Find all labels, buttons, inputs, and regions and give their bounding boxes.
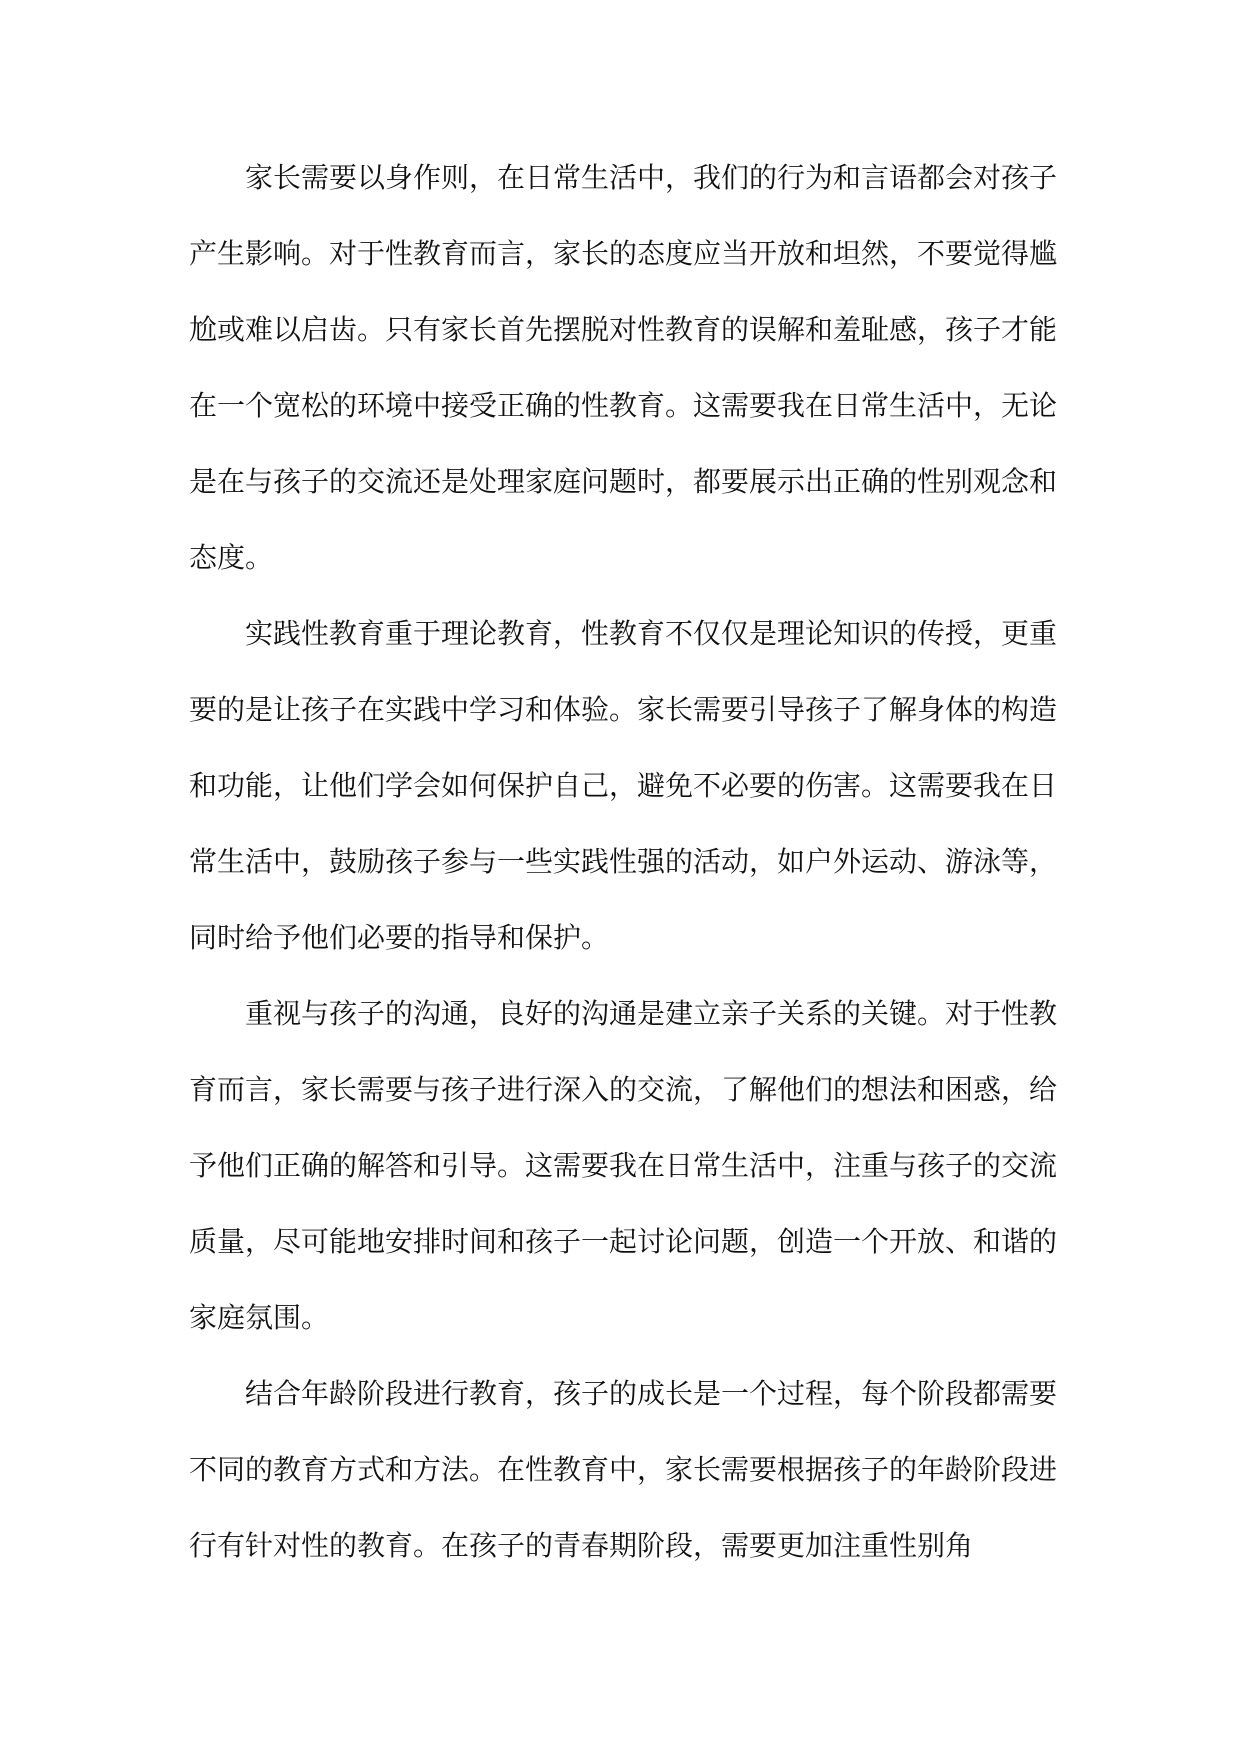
paragraph-1: 家长需要以身作则，在日常生活中，我们的行为和言语都会对孩子产生影响。对于性教育而言，家长的态度应当开放和坦然，不要觉得尴尬或难以启齿。只有家长首先摆脱对性教育的误解和羞耻感，孩子才能在一个宽松的环境中接受正确的性教育。这需要我在日常生活中，无论是在与孩子的交流还是处理家庭问题时，都要展示出正确的性别观念和态度。	[189, 161, 1058, 574]
paragraph-4: 结合年龄阶段进行教育，孩子的成长是一个过程，每个阶段都需要不同的教育方式和方法。在性教育中，家长需要根据孩子的年龄阶段进行有针对性的教育。在孩子的青春期阶段，需要更加注重性别角	[189, 1377, 1058, 1562]
paragraph-3: 重视与孩子的沟通，良好的沟通是建立亲子关系的关键。对于性教育而言，家长需要与孩子进行深入的交流，了解他们的想法和困惑，给予他们正确的解答和引导。这需要我在日常生活中，注重与孩子的交流质量，尽可能地安排时间和孩子一起讨论问题，创造一个开放、和谐的家庭氛围。	[189, 997, 1058, 1334]
document-body	[189, 140, 1057, 1584]
paragraph-2: 实践性教育重于理论教育，性教育不仅仅是理论知识的传授，更重要的是让孩子在实践中学习和体验。家长需要引导孩子了解身体的构造和功能，让他们学会如何保护自己，避免不必要的伤害。这需要我在日常生活中，鼓励孩子参与一些实践性强的活动，如户外运动、游泳等，同时给予他们必要的指导和保护。	[189, 617, 1058, 954]
